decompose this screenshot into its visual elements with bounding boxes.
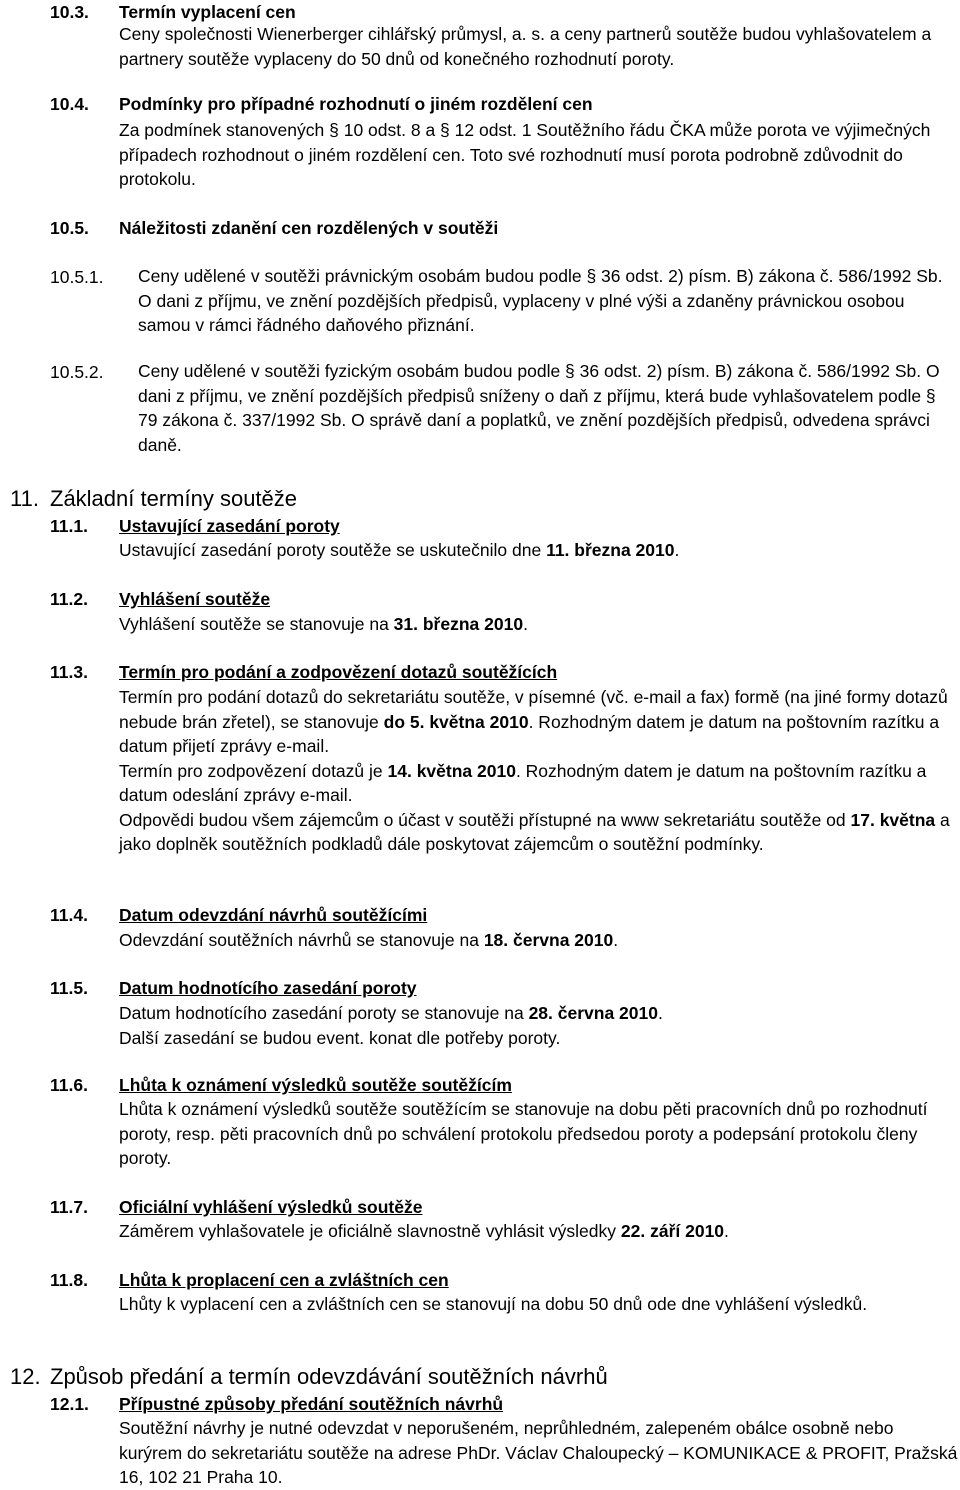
section-title: Ustavující zasedání poroty [119, 516, 340, 536]
section-title: Vyhlášení soutěže [119, 589, 271, 609]
section-title: Náležitosti zdanění cen rozdělených v soutěži [119, 218, 499, 238]
section-text: Datum hodnotícího zasedání poroty se stanovuje na 28. června 2010. Další zasedání se budou event. konat dle potřeby poroty. [119, 1003, 663, 1048]
section-number: 10.5. [50, 218, 89, 238]
chapter-number: 12. [10, 1364, 41, 1389]
section-text: Soutěžní návrhy je nutné odevzdat v neporušeném, neprůhledném, zalepeném obálce osobně nebo kurýrem do sekretariátu soutěže na adrese PhDr. Václav Chaloupecký – KOMUNIKACE & PROFIT, Pražská 16, 102 21 Praha 10. [119, 1418, 958, 1487]
chapter-number: 11. [10, 486, 39, 511]
subsection-number: 10.5.2. [50, 362, 104, 382]
subsection-text: Ceny udělené v soutěži právnickým osobám budou podle § 36 odst. 2) písm. B) zákona č. 586/1992 Sb. O dani z příjmu, ve znění pozdějších předpisů, vyplaceny v plné výši a zdaněny právnickou osobou samou v rámci řádného daňového přiznání. [138, 266, 943, 335]
section-number: 11.8. [50, 1270, 88, 1290]
section-title: Lhůta k proplacení cen a zvláštních cen [119, 1270, 449, 1290]
section-title: Datum odevzdání návrhů soutěžícími [119, 905, 428, 925]
section-text: Termín pro podání dotazů do sekretariátu soutěže, v písemné (vč. e-mail a fax) formě (na jiné formy dotazů nebude brán zřetel), se stanovuje do 5. května 2010. Rozhodným datem je datum na poštovním razítku a datum přijetí zprávy e-mail. Termín pro zodpovězení dotazů je 14. května 2010. Rozhodným datem je datum na poštovním razítku a datum odeslání zprávy e-mail. Odpovědi budou všem zájemcům o účast v soutěži přístupné na www sekretariátu soutěže od 17. května a jako doplněk soutěžních podkladů dále poskytovat zájemcům o soutěžní podmínky. [119, 687, 950, 854]
section-title: Lhůta k oznámení výsledků soutěže soutěžícím [119, 1075, 512, 1095]
section-title: Přípustné způsoby předání soutěžních návrhů [119, 1394, 504, 1414]
subsection-number: 10.5.1. [50, 267, 104, 287]
section-text: Odevzdání soutěžních návrhů se stanovuje na 18. června 2010. [119, 930, 619, 950]
section-number: 11.3. [50, 662, 88, 682]
section-title: Termín pro podání a zodpovězení dotazů soutěžících [119, 662, 558, 682]
section-text: Záměrem vyhlašovatele je oficiálně slavnostně vyhlásit výsledky 22. září 2010. [119, 1221, 729, 1241]
section-text: Lhůty k vyplacení cen a zvláštních cen se stanovují na dobu 50 dnů ode dne vyhlášení výsledků. [119, 1294, 868, 1314]
section-title: Termín vyplacení cen [119, 2, 296, 22]
section-text: Lhůta k oznámení výsledků soutěže soutěžícím se stanovuje na dobu pěti pracovních dnů po rozhodnutí poroty, resp. pěti pracovních dnů po schválení protokolu předsedou poroty a podepsání protokolu členy poroty. [119, 1099, 928, 1168]
subsection-text: Ceny udělené v soutěži fyzickým osobám budou podle § 36 odst. 2) písm. B) zákona č. 586/1992 Sb. O dani z příjmu, ve znění pozdějších předpisů sníženy o daň z příjmu, která bude vyhlašovatelem podle § 79 zákona č. 337/1992 Sb. O správě daní a poplatků, ve znění pozdějších předpisů, odvedena správci daně. [138, 361, 940, 455]
section-number: 12.1. [50, 1394, 89, 1414]
section-number: 10.3. [50, 2, 89, 22]
section-text: Ceny společnosti Wienerberger cihlářský průmysl, a. s. a ceny partnerů soutěže budou vyhlašovatelem a partnery soutěže vyplaceny do 50 dnů od konečného rozhodnutí poroty. [119, 24, 932, 69]
section-title: Datum hodnotícího zasedání poroty [119, 978, 417, 998]
section-number: 11.5. [50, 978, 88, 998]
section-text: Vyhlášení soutěže se stanovuje na 31. března 2010. [119, 614, 528, 634]
section-text: Za podmínek stanovených § 10 odst. 8 a § 12 odst. 1 Soutěžního řádu ČKA může porota ve výjimečných případech rozhodnout o jiném rozdělení cen. Toto své rozhodnutí musí porota podrobně zdůvodnit do protokolu. [119, 120, 931, 189]
section-text: Ustavující zasedání poroty soutěže se uskutečnilo dne 11. března 2010. [119, 540, 680, 560]
section-number: 11.1. [50, 516, 88, 536]
chapter-title: Způsob předání a termín odevzdávání soutěžních návrhů [50, 1364, 608, 1389]
section-number: 11.2. [50, 589, 88, 609]
section-number: 11.7. [50, 1197, 88, 1217]
section-title: Oficiální vyhlášení výsledků soutěže [119, 1197, 423, 1217]
section-number: 11.6. [50, 1075, 88, 1095]
chapter-title: Základní termíny soutěže [50, 486, 298, 511]
section-title: Podmínky pro případné rozhodnutí o jiném rozdělení cen [119, 94, 593, 114]
section-number: 10.4. [50, 94, 89, 114]
section-number: 11.4. [50, 905, 88, 925]
